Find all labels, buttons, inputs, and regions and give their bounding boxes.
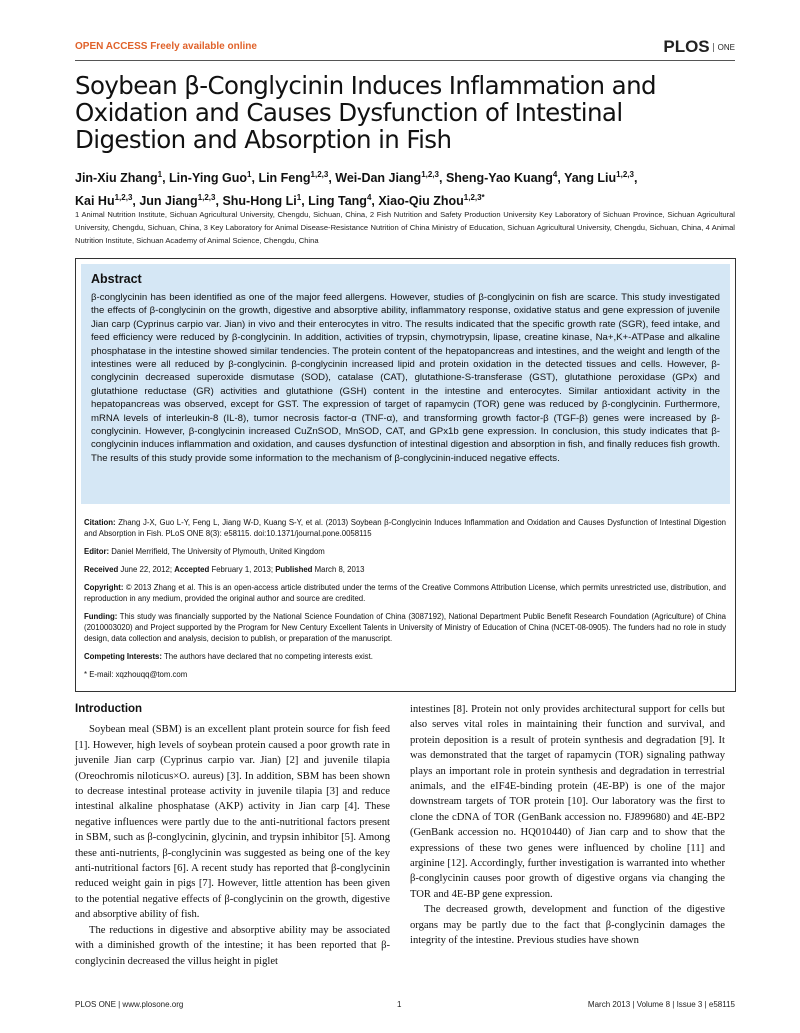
author: Yang Liu$^{1,2,3}$: [564, 170, 634, 186]
author: Jin-Xiu Zhang$^1$: [75, 170, 163, 186]
metadata-item: * E-mail: xqzhouqq@tom.com: [84, 670, 188, 679]
author: Lin-Ying Guo$^1$: [169, 170, 252, 186]
metadata-item: Funding: This study was financially supported by the National Science Foundation of China (3087192), National Department Public Benefit Research Foundation (Agriculture) of China (2010003020) and Project supported by the Program for New Century Excellent Talents in University of Ministry of Education of China (NCET-08-0905). The funders had no role in study design, data collection and analysis, decision to publish, or preparation of the manuscript.: [84, 612, 726, 643]
abstract-heading: Abstract: [91, 272, 142, 286]
author: Sheng-Yao Kuang$^4$: [445, 170, 558, 186]
plos-one-logo: PLOS ONE: [663, 37, 735, 56]
metadata-item: Editor: Daniel Merrifield, The University of Plymouth, United Kingdom: [84, 547, 325, 556]
author: Xiao-Qiu Zhou$^{1,2,3*}$: [378, 193, 485, 209]
footer-issue: March 2013 | Volume 8 | Issue 3 | e58115: [587, 1000, 735, 1009]
metadata-item: Competing Interests: The authors have declared that no competing interests exist.: [84, 652, 373, 661]
paper-title: Soybean β-Conglycinin Induces Inflammation and Oxidation and Causes Dysfunction of Intestinal Digestion and Absorption in Fish: [75, 71, 656, 154]
paragraph: The reductions in digestive and absorptive ability may be associated with a diminished growth of the intestine; it has been reported that β-conglycinin decreased the villus height in piglet: [75, 924, 390, 967]
metadata-item: Received June 22, 2012; Accepted February 1, 2013; Published March 8, 2013: [84, 565, 365, 574]
page-header: [75, 37, 735, 61]
open-access-label: OPEN ACCESS Freely available online: [75, 41, 257, 52]
left-column: [75, 700, 390, 969]
footer-journal: PLOS ONE | www.plosone.org: [75, 1000, 184, 1009]
author: Kai Hu$^{1,2,3}$: [75, 193, 133, 209]
right-column: [410, 702, 725, 949]
article-info-box: [75, 258, 736, 692]
paragraph: The decreased growth, development and function of the digestive organs may be partly due to the fact that β-conglycinin damages the integrity of the intestine. Previous studies have shown: [410, 904, 725, 947]
abstract-text: β-conglycinin has been identified as one of the major feed allergens. However, studies of β-conglycinin on fish are scarce. This study investigated the effects of β-conglycinin on the growth, digestive and absorptive ability, inflammatory response, oxidative status and gene expression of juvenile Jian carp (Cyprinus carpio var. Jian) in vivo and their enterocytes in vitro. The results indicated that the specific growth rate (SGR), feed intake, and feed efficiency were reduced by β-conglycinin. In addition, activities of trypsin, chymotrypsin, lipase, creatine kinase, Na+,K+-ATPase and alkaline phosphatase in the intestine showed similar tendencies. The protein content of the hepatopancreas and intestines, and the weight and length of the intestines were all reduced by β-conglycinin. β-conglycinin increased lipid and protein oxidation in the detected tissues and cells. However, β-conglycinin decreased superoxide dismutase (SOD), catalase (CAT), glutathione-S-transferase (GST), glutathione peroxidase (GPx) and glutathione reductase (GR) activities and glutathione (GSH) content in the intestine and enterocytes. Similar antioxidant activity in the hepatopancreas was observed, except for GST. The expression of target of rapamycin (TOR) gene was reduced by β-conglycinin. Furthermore, mRNA levels of interleukin-8 (IL-8), tumor necrosis factor-α (TNF-α), and transforming growth factor-β (TGF-β) genes were increased by β-conglycinin. However, β-conglycinin increased CuZnSOD, MnSOD, CAT, and GPx1b gene expression. In conclusion, this study indicates that β-conglycinin induces inflammation and oxidation, and causes dysfunction of intestinal digestion and absorption in fish, and finally reduces fish growth. The results of this study provide some information to the mechanism of β-conglycinin-induced negative effects.: [91, 292, 720, 464]
affiliations: 1 Animal Nutrition Institute, Sichuan Agricultural University, Chengdu, Sichuan, China, 2 Fish Nutrition and Safety Production University Key Laboratory of Sichuan Province, Sichuan Agricultural University, Chengdu, Sichuan, China, 3 Key Laboratory for Animal Disease-Resistance Nutrition of China Ministry of Education, Sichuan Agricultural University, Chengdu, Sichuan, China, 4 Animal Nutrition Institute, Sichuan Academy of Animal Science, Chengdu, China: [75, 210, 735, 245]
author: Shu-Hong Li$^1$: [222, 193, 302, 209]
metadata-item: Copyright: © 2013 Zhang et al. This is an open-access article distributed under the terms of the Creative Commons Attribution License, which permits unrestricted use, distribution, and reproduction in any medium, provided the original author and source are credited.: [84, 583, 726, 603]
section-heading-introduction: Introduction: [75, 703, 143, 715]
page-number: 1: [397, 1000, 402, 1009]
author: Ling Tang$^4$: [308, 193, 372, 209]
author: Wei-Dan Jiang$^{1,2,3}$: [335, 170, 439, 186]
article-metadata: [84, 517, 726, 687]
author: Jun Jiang$^{1,2,3}$: [139, 193, 216, 209]
paragraph: intestines [8]. Protein not only provides architectural support for cells but also serves vital roles in maintaining their function and survival, and protein deposition is a result of protein synthesis and degradation [9]. It was demonstrated that the target of rapamycin (TOR) signaling pathway plays an important role in protein synthesis and degradation in terrestrial animals, and the eIF4E-binding protein (4E-BP) is one of the major downstream targets of TOR protein [10]. Our laboratory was the first to clone the cDNA of TOR (GenBank accession no. FJ899680) and 4E-BP2 (GenBank accession no. HQ010440) of Jian carp and to show that the expressions of these two genes were influenced by choline [11] and arginine [12]. Accordingly, further investigation is warranted into whether β-conglycinin causes poor growth of digestive organs via changing the TOR and 4E-BP gene expression.: [410, 704, 725, 900]
paragraph: Soybean meal (SBM) is an excellent plant protein source for fish feed [1]. However, high levels of soybean protein caused a poor growth rate in juvenile Jian carp (Cyprinus carpio var. Jian) [2] and juvenile tilapia (Oreochromis niloticus×O. aureus) [3]. In addition, SBM has been shown to decrease intestinal protease activity in juvenile tilapia [3] and reduce intestinal alkaline phosphatase (AKP) activity in Jian carp [4]. These negative influences were partly due to the anti-nutritional factors present in SBM, such as β-conglycinin, glycinin, and trypsin inhibitor [5]. Among these anti-nutrients, β-conglycinin was suggested as being one of the key anti-nutritional factors [6]. A recent study has reported that β-conglycinin reduced weight gain in pigs [7]. However, little attention has been given to the potential negative effects of β-conglycinin on the growth, digestive and absorptive ability of fish.: [75, 724, 390, 921]
author-list: Jin-Xiu Zhang$^1$, Lin-Ying Guo$^1$, Lin Feng$^{1,2,3}$, Wei-Dan Jiang$^{1,2,3}$, Sheng-Yao Kuang$^4$, Yang Liu$^{1,2,3}$, Kai Hu$^{1,2,3}$, Jun Jiang$^{1,2,3}$, Shu-Hong Li$^1$, Ling Tang$^4$, Xiao-Qiu Zhou$^{1,2,3*}$: [75, 170, 638, 209]
metadata-item: Citation: Zhang J-X, Guo L-Y, Feng L, Jiang W-D, Kuang S-Y, et al. (2013) Soybean β-Conglycinin Induces Inflammation and Oxidation and Causes Dysfunction of Intestinal Digestion and Absorption in Fish. PLoS ONE 8(3): e58115. doi:10.1371/journal.pone.0058115: [84, 518, 726, 538]
abstract-panel: [81, 264, 730, 504]
author: Lin Feng$^{1,2,3}$: [258, 170, 329, 186]
